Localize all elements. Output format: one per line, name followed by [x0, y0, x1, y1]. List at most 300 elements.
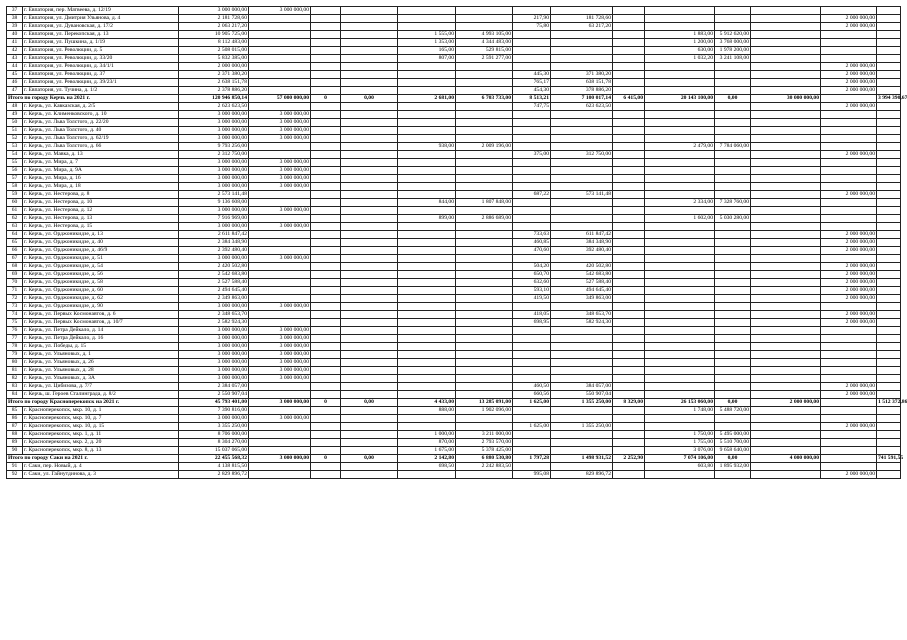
address-cell: г. Керчь, ш. Героев Сталинграда, д. 8/2 [23, 391, 179, 399]
table-row [7, 31, 901, 39]
value-cell-col2: 3 000 000,00 [249, 455, 311, 463]
value-cell-col6: 529 815,00 [456, 47, 513, 55]
value-cell-col10 [645, 271, 715, 279]
value-cell-col5: 807,00 [398, 55, 456, 63]
value-cell-col1: 3 000 000,00 [179, 335, 249, 343]
table-row [7, 327, 901, 335]
value-cell-col10 [645, 295, 715, 303]
value-cell-col5 [398, 175, 456, 183]
value-cell-col3 [311, 135, 341, 143]
address-cell: г. Керчь, ул. Кавказская, д. 2/5 [23, 103, 179, 111]
value-cell-col10 [645, 159, 715, 167]
value-cell-col14 [877, 255, 901, 263]
value-cell-col10: 3 076,00 [645, 447, 715, 455]
value-cell-col13 [821, 303, 877, 311]
address-cell: г. Евпатория, ул. Революции, д. 37 [23, 71, 179, 79]
value-cell-col5 [398, 239, 456, 247]
value-cell-col6 [456, 103, 513, 111]
value-cell-col1: 3 000 000,00 [179, 175, 249, 183]
value-cell-col5 [398, 303, 456, 311]
subtotal-row [7, 95, 901, 103]
address-cell: г. Керчь, ул. Орджоникидзе, д. 62 [23, 295, 179, 303]
value-cell-col3 [311, 271, 341, 279]
value-cell-col9 [613, 215, 645, 223]
value-cell-col10 [645, 183, 715, 191]
value-cell-col2 [249, 199, 311, 207]
value-cell-col7 [513, 39, 551, 47]
value-cell-col1: 2 392 480,40 [179, 247, 249, 255]
value-cell-col2 [249, 311, 311, 319]
value-cell-col9 [613, 423, 645, 431]
value-cell-col3 [311, 279, 341, 287]
value-cell-col11 [715, 247, 751, 255]
value-cell-col6 [456, 167, 513, 175]
value-cell-col6: 1 807 848,00 [456, 199, 513, 207]
value-cell-col8: 611 847,42 [551, 231, 613, 239]
value-cell-col6: 2 242 883,50 [456, 463, 513, 471]
value-cell-col9 [613, 439, 645, 447]
value-cell-col8 [551, 55, 613, 63]
value-cell-col12 [751, 135, 821, 143]
value-cell-col12 [751, 327, 821, 335]
value-cell-col12 [751, 215, 821, 223]
value-cell-col2: 3 000 000,00 [249, 159, 311, 167]
row-number: 55 [7, 159, 23, 167]
value-cell-col8 [551, 351, 613, 359]
value-cell-col7 [513, 415, 551, 423]
value-cell-col11 [715, 63, 751, 71]
value-cell-col7 [513, 367, 551, 375]
value-cell-col2: 3 000 000,00 [249, 303, 311, 311]
address-cell: г. Саки, пер. Новый, д. 4 [23, 463, 179, 471]
value-cell-col14 [877, 183, 901, 191]
table-row [7, 415, 901, 423]
table-row [7, 439, 901, 447]
value-cell-col10 [645, 247, 715, 255]
value-cell-col11 [715, 15, 751, 23]
table-row [7, 47, 901, 55]
value-cell-col4 [341, 47, 398, 55]
value-cell-col1: 8 706 000,00 [179, 431, 249, 439]
value-cell-col9 [613, 71, 645, 79]
row-number: 61 [7, 207, 23, 215]
value-cell-col13: 2 000 000,00 [821, 311, 877, 319]
row-number: 42 [7, 47, 23, 55]
value-cell-col2: 3 000 000,00 [249, 207, 311, 215]
value-cell-col2 [249, 15, 311, 23]
value-cell-col12 [751, 87, 821, 95]
value-cell-col14 [877, 367, 901, 375]
value-cell-col7 [513, 111, 551, 119]
value-cell-col7: 8 513,21 [513, 95, 551, 103]
value-cell-col7 [513, 175, 551, 183]
value-cell-col6 [456, 375, 513, 383]
value-cell-col1: 2 312 750,00 [179, 151, 249, 159]
value-cell-col4 [341, 335, 398, 343]
address-cell: г. Евпатория, ул. Революции, д. 39/23/1 [23, 79, 179, 87]
value-cell-col13 [821, 111, 877, 119]
value-cell-col11: 3 768 000,00 [715, 39, 751, 47]
value-cell-col4: 0,00 [341, 455, 398, 463]
value-cell-col12 [751, 295, 821, 303]
value-cell-col12 [751, 103, 821, 111]
row-number: 87 [7, 423, 23, 431]
address-cell: г. Керчь, ул. Мира, д. 7 [23, 159, 179, 167]
value-cell-col14 [877, 199, 901, 207]
value-cell-col14 [877, 71, 901, 79]
value-cell-col2: 3 000 000,00 [249, 359, 311, 367]
value-cell-col7 [513, 359, 551, 367]
value-cell-col6 [456, 359, 513, 367]
value-cell-col14: 1 512 372,86 [878, 399, 907, 405]
value-cell-col12 [751, 255, 821, 263]
address-cell: г. Керчь, ул. Первых Космонавтов, д. 10/7 [23, 319, 179, 327]
value-cell-col12 [751, 119, 821, 127]
table-row [7, 391, 901, 399]
value-cell-col9 [613, 103, 645, 111]
value-cell-col3 [311, 439, 341, 447]
value-cell-col6 [456, 367, 513, 375]
value-cell-col1: 15 037 065,00 [179, 447, 249, 455]
value-cell-col14 [877, 23, 901, 31]
value-cell-col7: 1 797,28 [513, 455, 551, 463]
value-cell-col6 [456, 63, 513, 71]
value-cell-col7 [513, 327, 551, 335]
value-cell-col9 [613, 271, 645, 279]
value-cell-col3 [311, 295, 341, 303]
value-cell-col9 [613, 319, 645, 327]
value-cell-col12 [751, 383, 821, 391]
value-cell-col3 [311, 175, 341, 183]
value-cell-col1: 2 000 000,00 [179, 63, 249, 71]
value-cell-col10 [645, 351, 715, 359]
value-cell-col13: 2 000 000,00 [821, 391, 877, 399]
value-cell-col8: 829 896,72 [551, 471, 613, 479]
value-cell-col8 [551, 367, 613, 375]
value-cell-col3 [311, 391, 341, 399]
value-cell-col6 [456, 111, 513, 119]
value-cell-col11 [715, 207, 751, 215]
value-cell-col7 [513, 167, 551, 175]
value-cell-col5 [398, 319, 456, 327]
value-cell-col3 [311, 63, 341, 71]
value-cell-col10 [645, 175, 715, 183]
value-cell-col3 [311, 351, 341, 359]
value-cell-col2: 3 000 000,00 [249, 175, 311, 183]
value-cell-col4 [341, 63, 398, 71]
table-row [7, 23, 901, 31]
value-cell-col7: 593,10 [513, 287, 551, 295]
row-number: 53 [7, 143, 23, 151]
table-row [7, 311, 901, 319]
value-cell-col8: 384 057,00 [551, 383, 613, 391]
value-cell-col13 [821, 335, 877, 343]
value-cell-col12 [751, 15, 821, 23]
value-cell-col8: 63 217,20 [551, 23, 613, 31]
value-cell-col14 [877, 351, 901, 359]
value-cell-col4 [341, 223, 398, 231]
table-row [7, 127, 901, 135]
value-cell-col10: 20 143 100,00 [645, 95, 715, 103]
value-cell-col8 [551, 143, 613, 151]
value-cell-col10 [645, 471, 715, 479]
table-row [7, 191, 901, 199]
value-cell-col11 [715, 359, 751, 367]
value-cell-col11 [715, 471, 751, 479]
value-cell-col13: 2 000 000,00 [821, 319, 877, 327]
value-cell-col12 [751, 471, 821, 479]
value-cell-col12 [751, 319, 821, 327]
value-cell-col3 [311, 223, 341, 231]
value-cell-col9 [613, 239, 645, 247]
value-cell-col3: 0 [311, 399, 341, 407]
value-cell-col5: 1 000,00 [398, 431, 456, 439]
value-cell-col13 [821, 159, 877, 167]
value-cell-col2: 3 000 000,00 [249, 367, 311, 375]
value-cell-col4 [341, 15, 398, 23]
value-cell-col6: 13 285 091,00 [456, 399, 513, 407]
value-cell-col4 [341, 167, 398, 175]
value-cell-col14: 741 591,55 [878, 455, 904, 461]
value-cell-col10 [645, 23, 715, 31]
row-number: 51 [7, 127, 23, 135]
value-cell-col12 [751, 375, 821, 383]
value-cell-col4 [341, 439, 398, 447]
address-cell: г. Красноперекопск, мкр. 10, д. 7 [23, 415, 179, 423]
value-cell-col14 [877, 223, 901, 231]
address-cell: г. Керчь, ул. Ульяновых, д. 26 [23, 359, 179, 367]
row-number: 50 [7, 119, 23, 127]
value-cell-col8 [551, 207, 613, 215]
value-cell-col11 [715, 23, 751, 31]
value-cell-col3 [311, 359, 341, 367]
table-row [7, 39, 901, 47]
value-cell-col13: 2 000 000,00 [821, 15, 877, 23]
value-cell-col11 [715, 423, 751, 431]
value-cell-col12 [751, 231, 821, 239]
value-cell-col5 [398, 183, 456, 191]
value-cell-col10: 603,80 [645, 463, 715, 471]
value-cell-col1: 2 829 896,72 [179, 471, 249, 479]
value-cell-col3 [311, 463, 341, 471]
value-cell-col4 [341, 151, 398, 159]
value-cell-col13 [821, 207, 877, 215]
value-cell-col11 [715, 263, 751, 271]
value-cell-col5 [398, 247, 456, 255]
value-cell-col4 [341, 159, 398, 167]
value-cell-col3 [311, 159, 341, 167]
value-cell-col8 [551, 439, 613, 447]
value-cell-col1: 2 542 683,80 [179, 271, 249, 279]
row-number: 92 [7, 471, 23, 479]
value-cell-col8 [551, 183, 613, 191]
value-cell-col1: 2 508 015,00 [179, 47, 249, 55]
value-cell-col3 [311, 407, 341, 415]
value-cell-col1: 3 000 000,00 [179, 111, 249, 119]
value-cell-col5 [398, 167, 456, 175]
table-row [7, 255, 901, 263]
table-row [7, 279, 901, 287]
value-cell-col2 [249, 391, 311, 399]
value-cell-col4 [341, 263, 398, 271]
address-cell: г. Евпатория, ул. Революции, д. 33/20 [23, 55, 179, 63]
value-cell-col12 [751, 143, 821, 151]
value-cell-col11 [715, 167, 751, 175]
value-cell-col13: 2 000 000,00 [821, 23, 877, 31]
value-cell-col1: 3 000 000,00 [179, 135, 249, 143]
value-cell-col6 [456, 351, 513, 359]
value-cell-col8 [551, 39, 613, 47]
value-cell-col5: 844,00 [398, 199, 456, 207]
value-cell-col11 [715, 7, 751, 15]
address-cell: г. Керчь, ул. Цибизова, д. 7/7 [23, 383, 179, 391]
row-number: 56 [7, 167, 23, 175]
value-cell-col11 [715, 327, 751, 335]
row-number: 47 [7, 87, 23, 95]
value-cell-col11 [715, 79, 751, 87]
value-cell-col8 [551, 119, 613, 127]
value-cell-col2 [249, 439, 311, 447]
address-cell: г. Красноперекопск, мкр. 1, д. 11 [23, 431, 179, 439]
value-cell-col7: 995,08 [513, 471, 551, 479]
value-cell-col3 [311, 127, 341, 135]
value-cell-col14 [877, 135, 901, 143]
value-cell-col6 [456, 87, 513, 95]
value-cell-col5 [398, 231, 456, 239]
value-cell-col10 [645, 343, 715, 351]
value-cell-col12 [751, 151, 821, 159]
value-cell-col2 [249, 463, 311, 471]
address-cell: г. Евпатория, ул. Дмитрия Ульянова, д. 4 [23, 15, 179, 23]
value-cell-col1: 3 000 000,00 [179, 351, 249, 359]
value-cell-col9 [613, 343, 645, 351]
value-cell-col8 [551, 303, 613, 311]
value-cell-col1: 2 550 907,04 [179, 391, 249, 399]
value-cell-col6 [456, 415, 513, 423]
value-cell-col8: 623 623,50 [551, 103, 613, 111]
value-cell-col2 [249, 215, 311, 223]
value-cell-col7 [513, 55, 551, 63]
value-cell-col3 [311, 23, 341, 31]
value-cell-col13 [821, 455, 877, 463]
value-cell-col12 [751, 159, 821, 167]
value-cell-col2: 3 000 000,00 [249, 327, 311, 335]
value-cell-col4 [341, 447, 398, 455]
value-cell-col3 [311, 255, 341, 263]
value-cell-col12 [751, 23, 821, 31]
value-cell-col10 [645, 103, 715, 111]
value-cell-col14 [877, 79, 901, 87]
value-cell-col5: 4 433,00 [398, 399, 456, 407]
value-cell-col4 [341, 135, 398, 143]
value-cell-col9 [613, 143, 645, 151]
value-cell-col9 [613, 351, 645, 359]
value-cell-col5 [398, 63, 456, 71]
value-cell-col6 [456, 279, 513, 287]
value-cell-col9: 6 415,00 [613, 95, 645, 103]
value-cell-col2: 3 000 000,00 [249, 335, 311, 343]
table-row [7, 111, 901, 119]
value-cell-col7: 650,70 [513, 271, 551, 279]
value-cell-col4 [341, 175, 398, 183]
value-cell-col5 [398, 375, 456, 383]
value-cell-col2 [249, 431, 311, 439]
value-cell-col1: 3 000 000,00 [179, 359, 249, 367]
value-cell-col4 [341, 207, 398, 215]
value-cell-col11 [715, 255, 751, 263]
value-cell-col4 [341, 39, 398, 47]
value-cell-col3 [311, 15, 341, 23]
value-cell-col7: 460,50 [513, 383, 551, 391]
value-cell-col5 [398, 223, 456, 231]
value-cell-col3 [311, 335, 341, 343]
value-cell-col13: 2 000 000,00 [821, 279, 877, 287]
value-cell-col11 [715, 111, 751, 119]
value-cell-col9 [613, 383, 645, 391]
value-cell-col10 [645, 111, 715, 119]
value-cell-col9 [613, 471, 645, 479]
value-cell-col1: 2 378 886,20 [179, 87, 249, 95]
value-cell-col14 [877, 63, 901, 71]
value-cell-col11 [715, 159, 751, 167]
value-cell-col11 [715, 119, 751, 127]
value-cell-col11: 5 488 720,00 [715, 407, 751, 415]
value-cell-col4 [341, 367, 398, 375]
value-cell-col10 [645, 127, 715, 135]
row-number: 84 [7, 391, 23, 399]
row-number: 90 [7, 447, 23, 455]
value-cell-col6 [456, 127, 513, 135]
table-row [7, 55, 901, 63]
row-number: 40 [7, 31, 23, 39]
value-cell-col7 [513, 63, 551, 71]
value-cell-col3 [311, 263, 341, 271]
value-cell-col7 [513, 7, 551, 15]
value-cell-col14 [877, 143, 901, 151]
table-row [7, 367, 901, 375]
value-cell-col12 [751, 343, 821, 351]
value-cell-col2: 3 000 000,00 [249, 183, 311, 191]
value-cell-col11 [715, 319, 751, 327]
value-cell-col1: 2 348 653,70 [179, 311, 249, 319]
value-cell-col10 [645, 79, 715, 87]
value-cell-col4: 0,00 [341, 95, 398, 103]
value-cell-col7 [513, 223, 551, 231]
value-cell-col7 [513, 47, 551, 55]
value-cell-col11: 9 658 640,00 [715, 447, 751, 455]
value-cell-col5 [398, 23, 456, 31]
value-cell-col13 [821, 327, 877, 335]
row-number: 72 [7, 295, 23, 303]
value-cell-col6 [456, 191, 513, 199]
value-cell-col1: 9 793 256,00 [179, 143, 249, 151]
row-number: 76 [7, 327, 23, 335]
value-cell-col6 [456, 183, 513, 191]
value-cell-col14 [877, 127, 901, 135]
value-cell-col13: 2 000 000,00 [821, 287, 877, 295]
row-number: 88 [7, 431, 23, 439]
row-number: 74 [7, 311, 23, 319]
value-cell-col5 [398, 103, 456, 111]
value-cell-col11: 0,00 [715, 399, 751, 407]
value-cell-col8: 420 502,80 [551, 263, 613, 271]
value-cell-col7 [513, 447, 551, 455]
address-cell: г. Евпатория, ул. Революции, д. 5 [23, 47, 179, 55]
value-cell-col13 [821, 127, 877, 135]
value-cell-col9 [613, 263, 645, 271]
address-cell: г. Керчь, ул. Ульяновых, д. 3А [23, 375, 179, 383]
value-cell-col3 [311, 239, 341, 247]
